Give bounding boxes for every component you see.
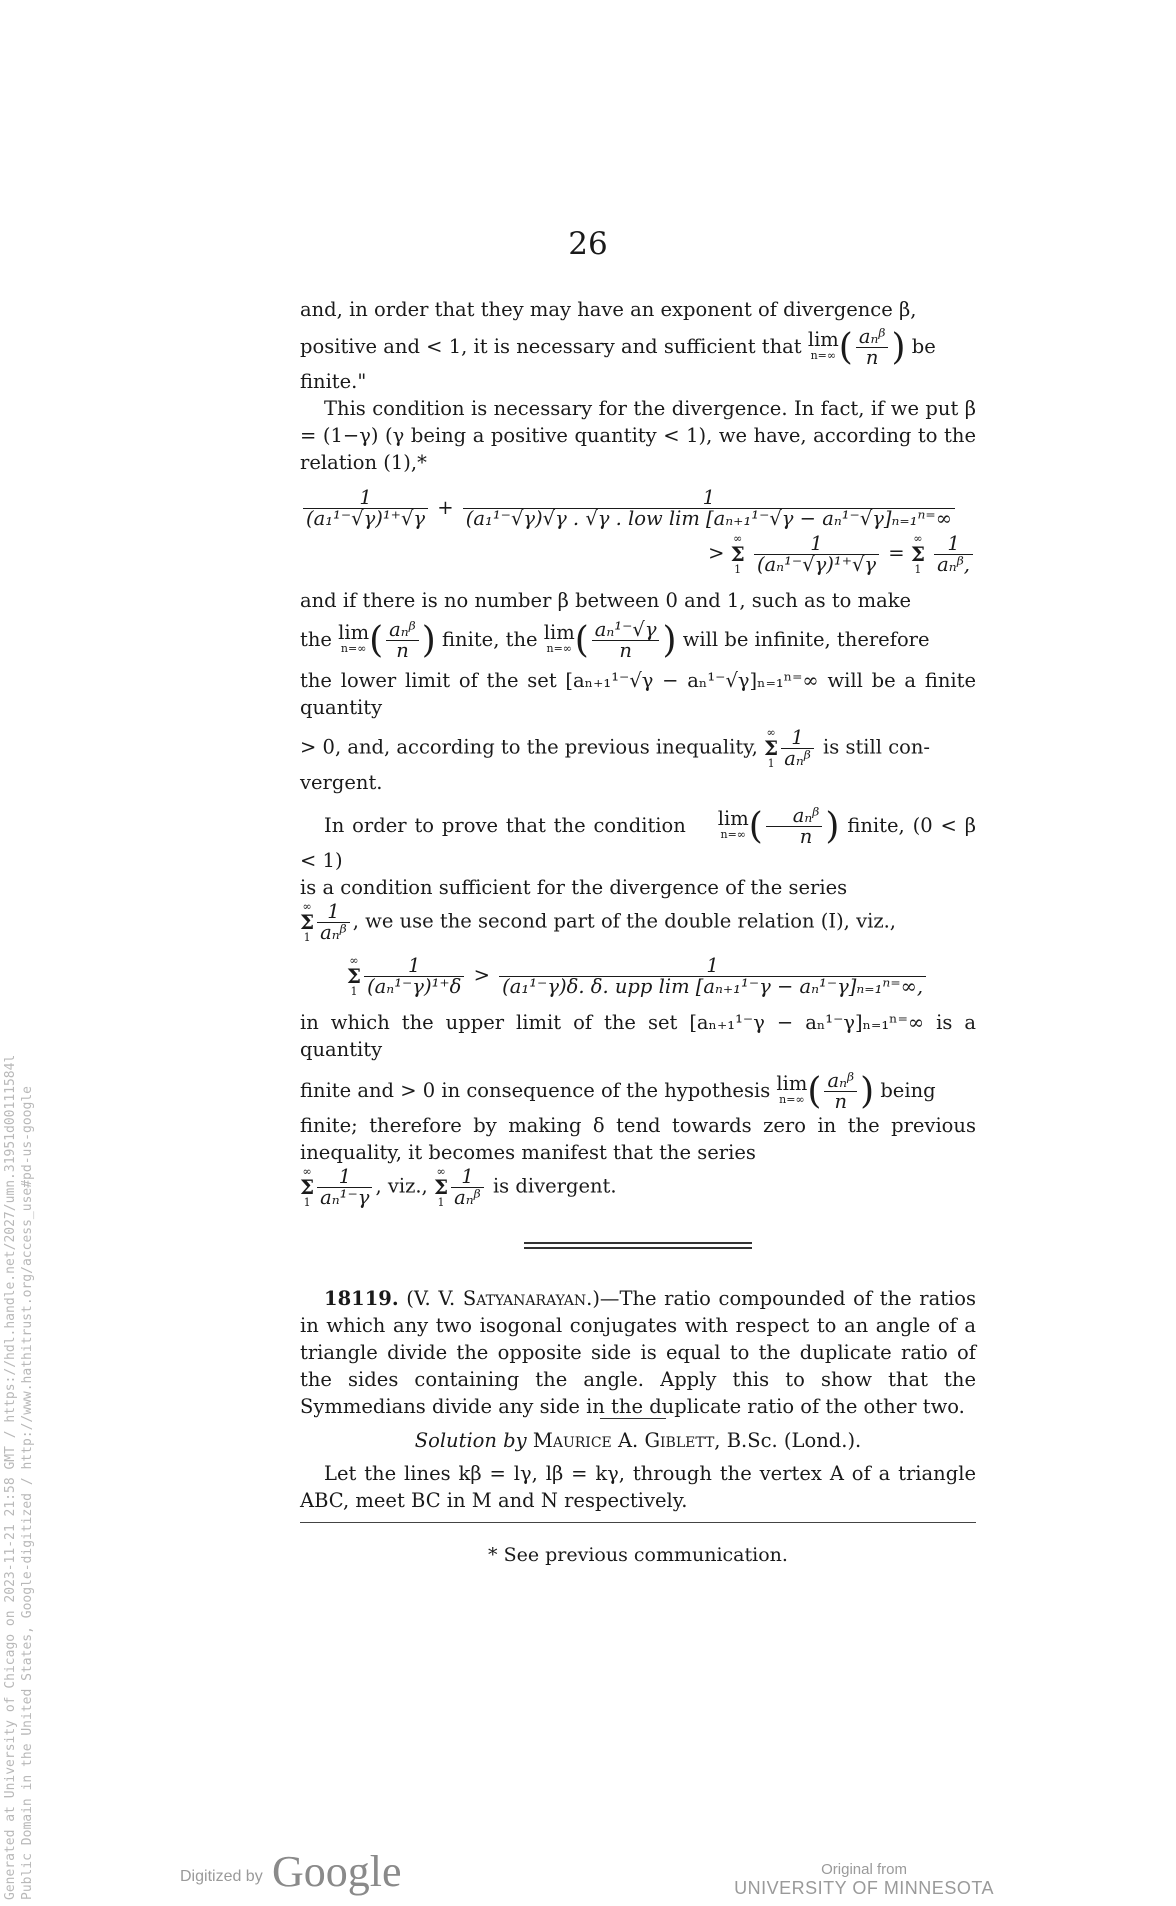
fraction-denominator: n [619,639,632,662]
fraction-numerator: aₙᵝ [856,327,889,348]
paragraph-5 [300,620,976,661]
paragraph-5-text-c: will be infinite, therefore [682,628,930,651]
limit-operator [807,327,839,364]
lim-subscript: n=∞ [779,1092,805,1106]
sigma-bottom: 1 [914,563,922,576]
eq2-lhs-den: (aₙ¹⁻γ)¹⁺δ [367,974,462,998]
sigma-bottom: 1 [734,563,742,576]
sigma-bottom: 1 [350,985,358,998]
fraction-numerator: 1 [451,1167,484,1188]
sigma-sum [300,1166,314,1208]
sigma-top: ∞ [349,954,359,967]
lim-word: lim [338,620,370,644]
lim-subscript: n=∞ [546,641,572,655]
paragraph-12-text-a: finite and > 0 in consequence of the hypothesis [300,1079,771,1102]
paragraph-14 [300,1166,976,1208]
fraction-numerator: aₙᵝ [386,620,419,641]
fraction-numerator: 1 [317,1167,372,1188]
paragraph-11: in which the upper limit of the set [aₙ₊₁¹⁻γ − aₙ¹⁻γ]ₙ₌₁ⁿ⁼∞ is a quantity [300,1011,976,1061]
fraction [317,1164,372,1209]
fraction [824,1071,857,1112]
sigma-symbol: Σ [730,542,745,566]
fraction [781,725,814,770]
sigma-sum [300,901,314,943]
eq2-gt: > [473,963,490,987]
paragraph-2-text-c: finite." [300,370,367,393]
eq1-gt: > [708,541,725,565]
fraction-denominator: n [396,639,409,662]
eq1-eq: = [888,541,905,565]
solution-heading [300,1427,976,1454]
paragraph-8 [300,806,976,874]
sigma-sum [347,955,361,997]
fraction-denominator: aₙ¹⁻γ [320,1185,370,1209]
sigma-bottom: 1 [303,931,311,944]
question-text: The ratio compounded of the ratios in which any two isogonal conjugates with respect to an angle of a triangle divide the opposite side is equal to the duplicate ratio of the sides containing the angle. Apply this to show that the Symmedians divide any side in the duplicate ratio of the other two. [300,1287,977,1418]
paragraph-12-text-b: being [880,1079,936,1102]
question-paragraph [300,1285,976,1420]
eq1-rhs [300,533,976,575]
eq2-rhs-num: 1 [499,956,926,977]
paragraph-8-text-a: In order to prove that the condition [324,814,686,837]
sigma-top: ∞ [766,726,776,739]
sigma-symbol: Σ [764,736,779,760]
paragraph-4: and if there is no number β between 0 and 1, such as to make [300,589,912,612]
right-paren: ) [421,620,436,661]
paragraph-2-text-a: positive and < 1, it is necessary and sufficient that [300,335,802,358]
fraction [766,806,823,847]
sigma-sum [434,1166,448,1208]
limit-operator [338,620,370,657]
fraction-numerator: aₙᵝ [824,1071,857,1092]
paragraph-6: the lower limit of the set [aₙ₊₁¹⁻√γ − aₙ¹⁻√γ]ₙ₌₁ⁿ⁼∞ will be a finite quantity [300,669,976,719]
paragraph-7 [300,727,976,796]
paragraph-13: finite; therefore by making δ tend towards zero in the previous inequality, it becomes manifest that the series [300,1114,976,1164]
fraction-denominator: aₙᵝ [784,746,811,770]
lim-subscript: n=∞ [720,827,746,841]
lim-subscript: n=∞ [340,641,367,655]
lim-word: lim [717,806,749,830]
sigma-sum [731,533,745,575]
sigma-top: ∞ [733,532,743,545]
sigma-bottom: 1 [437,1196,445,1209]
footnote-rule [300,1522,976,1523]
eq1-term1-den: (a₁¹⁻√γ)¹⁺√γ [306,507,426,530]
equation-2 [300,955,976,997]
fraction-denominator: n [834,1090,848,1113]
left-paren: ( [807,1071,822,1112]
side-stamp-line1: Generated at University of Chicago on 2023-11-21 21:58 GMT / https://hdl.handle.net/2027/umn.31951d00111584l [3,1054,18,1900]
left-paren: ( [369,620,384,661]
eq1-term2 [463,488,955,529]
sigma-bottom: 1 [767,757,775,770]
eq1-term1 [303,488,428,529]
section-divider [524,1242,752,1249]
question-author-name: Satyanarayan. [462,1287,593,1310]
paragraph-10 [300,901,976,943]
eq1-rhs2-fraction [934,531,973,576]
fraction-denominator: aₙᵝ [320,920,347,944]
fraction [317,899,350,944]
eq1-term2-den: (a₁¹⁻√γ)√γ . √γ . low lim [aₙ₊₁¹⁻√γ − aₙ¹⁻√γ]ₙ₌₁ⁿ⁼∞ [465,507,952,530]
solution-author: Maurice A. Giblett, [532,1429,721,1452]
fraction [856,327,889,368]
sigma-symbol: Σ [346,964,362,988]
question-author-open: (V. V. [406,1287,456,1310]
footnote: * See previous communication. [488,1544,788,1566]
side-stamp-line2: Public Domain in the United States, Google-digitized / http://www.hathitrust.org/access_use#pd-us-google [20,1086,35,1900]
page-body [300,296,976,1588]
fraction-denominator: aₙᵝ [454,1185,481,1209]
question-number: 18119. [324,1287,399,1310]
sigma-symbol: Σ [300,910,315,934]
paragraph-5-text-a: the [300,628,332,651]
paragraph-9: is a condition sufficient for the divergence of the series [300,876,848,899]
fraction [451,1164,484,1209]
left-paren: ( [574,620,589,661]
fraction-denominator: n [865,346,879,369]
paragraph-1: and, in order that they may have an exponent of divergence β, [300,298,917,321]
solution-degree: B.Sc. (Lond.). [726,1429,862,1452]
hathitrust-side-stamp [2,960,36,1900]
fraction [386,620,419,661]
eq1-term2-num: 1 [463,488,955,509]
eq1-rhs-fraction [754,531,879,576]
eq2-rhs [499,953,926,998]
sigma-top: ∞ [436,1165,446,1178]
sigma-top: ∞ [302,1165,312,1178]
left-paren: ( [748,806,763,847]
paragraph-2-text-b: be [911,335,936,358]
right-paren: ) [825,806,840,847]
eq2-lhs-num: 1 [364,956,464,977]
university-label: UNIVERSITY OF MINNESOTA [734,1878,994,1898]
eq2-lhs [364,953,464,998]
fraction-numerator: aₙ¹⁻√γ [592,620,660,641]
page-number: 26 [568,226,608,262]
eq1-rhs2-num: 1 [934,534,973,555]
limit-operator [694,806,749,843]
sigma-top: ∞ [302,900,312,913]
equation-1 [300,488,976,575]
paragraph-7-text-a: > 0, and, according to the previous inequality, [300,735,758,759]
original-from-label: Original from [821,1861,907,1878]
eq1-rhs-num: 1 [754,534,879,555]
sigma-top: ∞ [913,532,923,545]
lim-word: lim [776,1071,808,1095]
eq1-term1-num: 1 [303,488,428,509]
paragraph-5-text-b: finite, the [442,628,538,651]
fraction-numerator: aₙᵝ [766,806,823,827]
question-author-close: )— [592,1287,620,1310]
paragraph-10-text: , we use the second part of the double relation (I), viz., [352,909,897,933]
eq1-rhs2-den: aₙᵝ, [937,552,970,576]
eq1-rhs-den: (aₙ¹⁻√γ)¹⁺√γ [756,552,877,576]
paragraph-14-text: is divergent. [492,1174,617,1198]
eq2-rhs-den: (a₁¹⁻γ)δ. δ. upp lim [aₙ₊₁¹⁻γ − aₙ¹⁻γ]ₙ₌₁ⁿ⁼∞, [502,974,924,998]
solution-by-label: Solution by [414,1429,527,1452]
sigma-sum [764,727,778,769]
sigma-symbol: Σ [433,1175,449,1199]
lim-word: lim [807,327,839,351]
fraction-numerator: 1 [317,902,350,923]
fraction-numerator: 1 [781,728,814,749]
digitized-by-label: Digitized by [180,1868,263,1885]
sigma-symbol: Σ [910,542,925,566]
paragraph-7-text-b: is still con- [823,735,931,759]
paragraph-8-text-b: finite, (0 < β < 1) [300,814,977,872]
lim-subscript: n=∞ [810,348,837,362]
paragraph-2 [300,327,976,395]
paragraph-14-viz: , viz., [375,1174,428,1198]
google-logo: Google [272,1847,402,1896]
limit-operator [543,620,575,657]
paragraph-3: This condition is necessary for the divergence. In fact, if we put β = (1−γ) (γ being a positive quantity < 1), we have, according to the relation (1),* [300,397,976,474]
original-from-block [734,1861,994,1899]
sigma-bottom: 1 [303,1196,311,1209]
left-paren: ( [838,327,853,368]
lim-word: lim [543,620,575,644]
fraction [592,620,660,661]
sigma-sum [911,533,925,575]
sigma-symbol: Σ [300,1175,315,1199]
paragraph-7-text-c: vergent. [300,771,383,794]
paragraph-12 [300,1071,976,1112]
right-paren: ) [662,620,677,661]
right-paren: ) [860,1071,875,1112]
right-paren: ) [891,327,906,368]
limit-operator [776,1071,808,1108]
solution-paragraph: Let the lines kβ = lγ, lβ = kγ, through the vertex A of a triangle ABC, meet BC in M and N respectively. [300,1462,976,1512]
fraction-denominator: n [799,825,813,848]
eq1-plus: + [437,496,454,519]
